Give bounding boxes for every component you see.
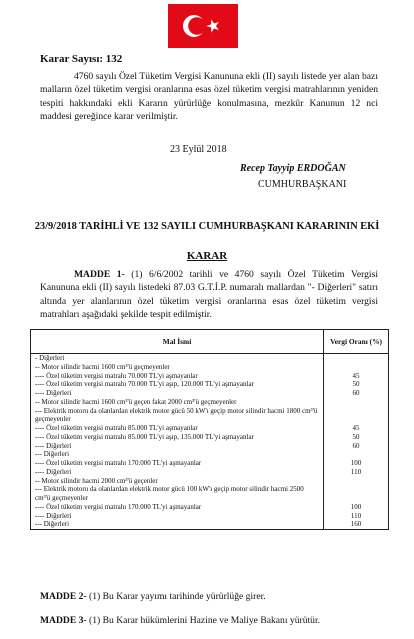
article-2 (40, 591, 266, 602)
goods-name-cell: ---- Diğerleri (31, 442, 324, 451)
table-row (31, 468, 389, 477)
goods-name-cell: ---- Özel tüketim vergisi matrahı 170.000 TL'yi aşmayanlar (31, 503, 324, 512)
tax-rate-cell (324, 407, 389, 425)
article-1-text: (1) 6/6/2002 tarihli ve 4760 sayılı Özel Tüketim Vergisi Kanununa ekli (II) sayılı listedeki 87.03 G.T.İ.P. numaralı mallardan "- Diğerleri" satırı altında yer alanlarının özel tüketim vergisi oranlarına esas özel tüketim vergisi matrahları aşağıdaki şekilde tespit edilmiştir. (40, 269, 378, 321)
article-3-text: (1) Bu Karar hükümlerini Hazine ve Maliye Bakanı yürütür. (86, 615, 321, 626)
article-1-label: MADDE 1- (74, 269, 125, 280)
tax-rate-cell: 100 (324, 503, 389, 512)
table-row (31, 442, 389, 451)
goods-name-cell: ---- Özel tüketim vergisi matrahı 170.000 TL'yi aşmayanlar (31, 459, 324, 468)
turkish-flag (168, 4, 238, 48)
goods-name-cell: --- Elektrik motoru da olanlardan elektrik motor gücü 100 kW'ı geçip motor silindir hacmi 2500 cm³'ü geçmeyenler (31, 485, 324, 503)
tax-rate-cell (324, 450, 389, 459)
goods-name-cell: --- Diğerleri (31, 520, 324, 529)
tax-rate-cell: 60 (324, 442, 389, 451)
table-row (31, 354, 389, 363)
table-row (31, 363, 389, 372)
tax-rate-cell: 45 (324, 424, 389, 433)
table-row (31, 380, 389, 389)
tax-rate-cell: 160 (324, 520, 389, 529)
table-row (31, 389, 389, 398)
table-row (31, 520, 389, 529)
tax-rate-cell: 45 (324, 372, 389, 381)
goods-name-cell: ---- Özel tüketim vergisi matrahı 85.000 TL'yi aşıp, 135.000 TL'yi aşmayanlar (31, 433, 324, 442)
goods-name-cell: ---- Özel tüketim vergisi matrahı 70.000 TL'yi aşıp, 120.000 TL'yi aşmayanlar (31, 380, 324, 389)
table-row (31, 485, 389, 503)
decision-number: Karar Sayısı: 132 (40, 53, 123, 65)
table-row (31, 512, 389, 521)
karar-title: KARAR (186, 250, 228, 262)
goods-name-cell: ---- Özel tüketim vergisi matrahı 70.000 TL'yi aşmayanlar (31, 372, 324, 381)
goods-name-cell: --- Elektrik motoru da olanlardan elektrik motor gücü 50 kW'ı geçip motor silindir hacmi 1800 cm³'ü geçmeyenler (31, 407, 324, 425)
tax-rate-cell: 110 (324, 512, 389, 521)
goods-name-cell: - Diğerleri (31, 354, 324, 363)
table-row (31, 398, 389, 407)
tax-rate-cell: 100 (324, 459, 389, 468)
article-3 (40, 615, 320, 626)
goods-name-cell: --- Diğerleri (31, 450, 324, 459)
table-row (31, 450, 389, 459)
column-header-goods: Mal İsmi (31, 330, 324, 354)
goods-name-cell: ---- Diğerleri (31, 468, 324, 477)
intro-paragraph: 4760 sayılı Özel Tüketim Vergisi Kanununa ekli (II) sayılı listede yer alan bazı malların özel tüketim vergisi oranlarına esas özel tüketim vergisi matrahlarının yeniden tespiti hakkındaki ekli Kararın yürürlüğe konulmasına, mezkûr Kanunun 12 nci maddesi gereğince karar verilmiştir. (40, 71, 378, 123)
annex-heading: 23/9/2018 TARİHLİ VE 132 SAYILI CUMHURBAŞKANI KARARININ EKİ (34, 221, 380, 232)
tax-rate-cell: 50 (324, 380, 389, 389)
tax-rate-cell (324, 398, 389, 407)
goods-name-cell: -- Motor silindir hacmi 1600 cm³'ü geçmeyenler (31, 363, 324, 372)
tax-rate-cell (324, 363, 389, 372)
signer-name: Recep Tayyip ERDOĞAN (240, 163, 346, 174)
article-2-label: MADDE 2- (40, 591, 87, 602)
table-row (31, 459, 389, 468)
table-row (31, 503, 389, 512)
table-row (31, 407, 389, 425)
tax-rate-cell (324, 485, 389, 503)
tax-rate-cell: 50 (324, 433, 389, 442)
signer-title: CUMHURBAŞKANI (258, 179, 347, 190)
goods-name-cell: -- Motor silindir hacmi 2000 cm³'ü geçenler (31, 477, 324, 486)
tax-rate-cell (324, 354, 389, 363)
tax-rate-table (30, 329, 389, 530)
tax-rate-cell: 110 (324, 468, 389, 477)
table-row (31, 424, 389, 433)
table-row (31, 477, 389, 486)
table-row (31, 372, 389, 381)
table-row (31, 433, 389, 442)
goods-name-cell: -- Motor silindir hacmi 1600 cm³'ü geçen fakat 2000 cm³'ü geçmeyenler (31, 398, 324, 407)
column-header-rate: Vergi Oranı (%) (324, 330, 389, 354)
goods-name-cell: ---- Diğerleri (31, 389, 324, 398)
decision-date: 23 Eylül 2018 (170, 144, 227, 155)
tax-rate-cell: 60 (324, 389, 389, 398)
goods-name-cell: ---- Özel tüketim vergisi matrahı 85.000 TL'yi aşmayanlar (31, 424, 324, 433)
tax-rate-cell (324, 477, 389, 486)
article-1 (40, 268, 378, 322)
article-2-text: (1) Bu Karar yayımı tarihinde yürürlüğe girer. (86, 591, 266, 602)
goods-name-cell: ---- Diğerleri (31, 512, 324, 521)
article-3-label: MADDE 3- (40, 615, 87, 626)
